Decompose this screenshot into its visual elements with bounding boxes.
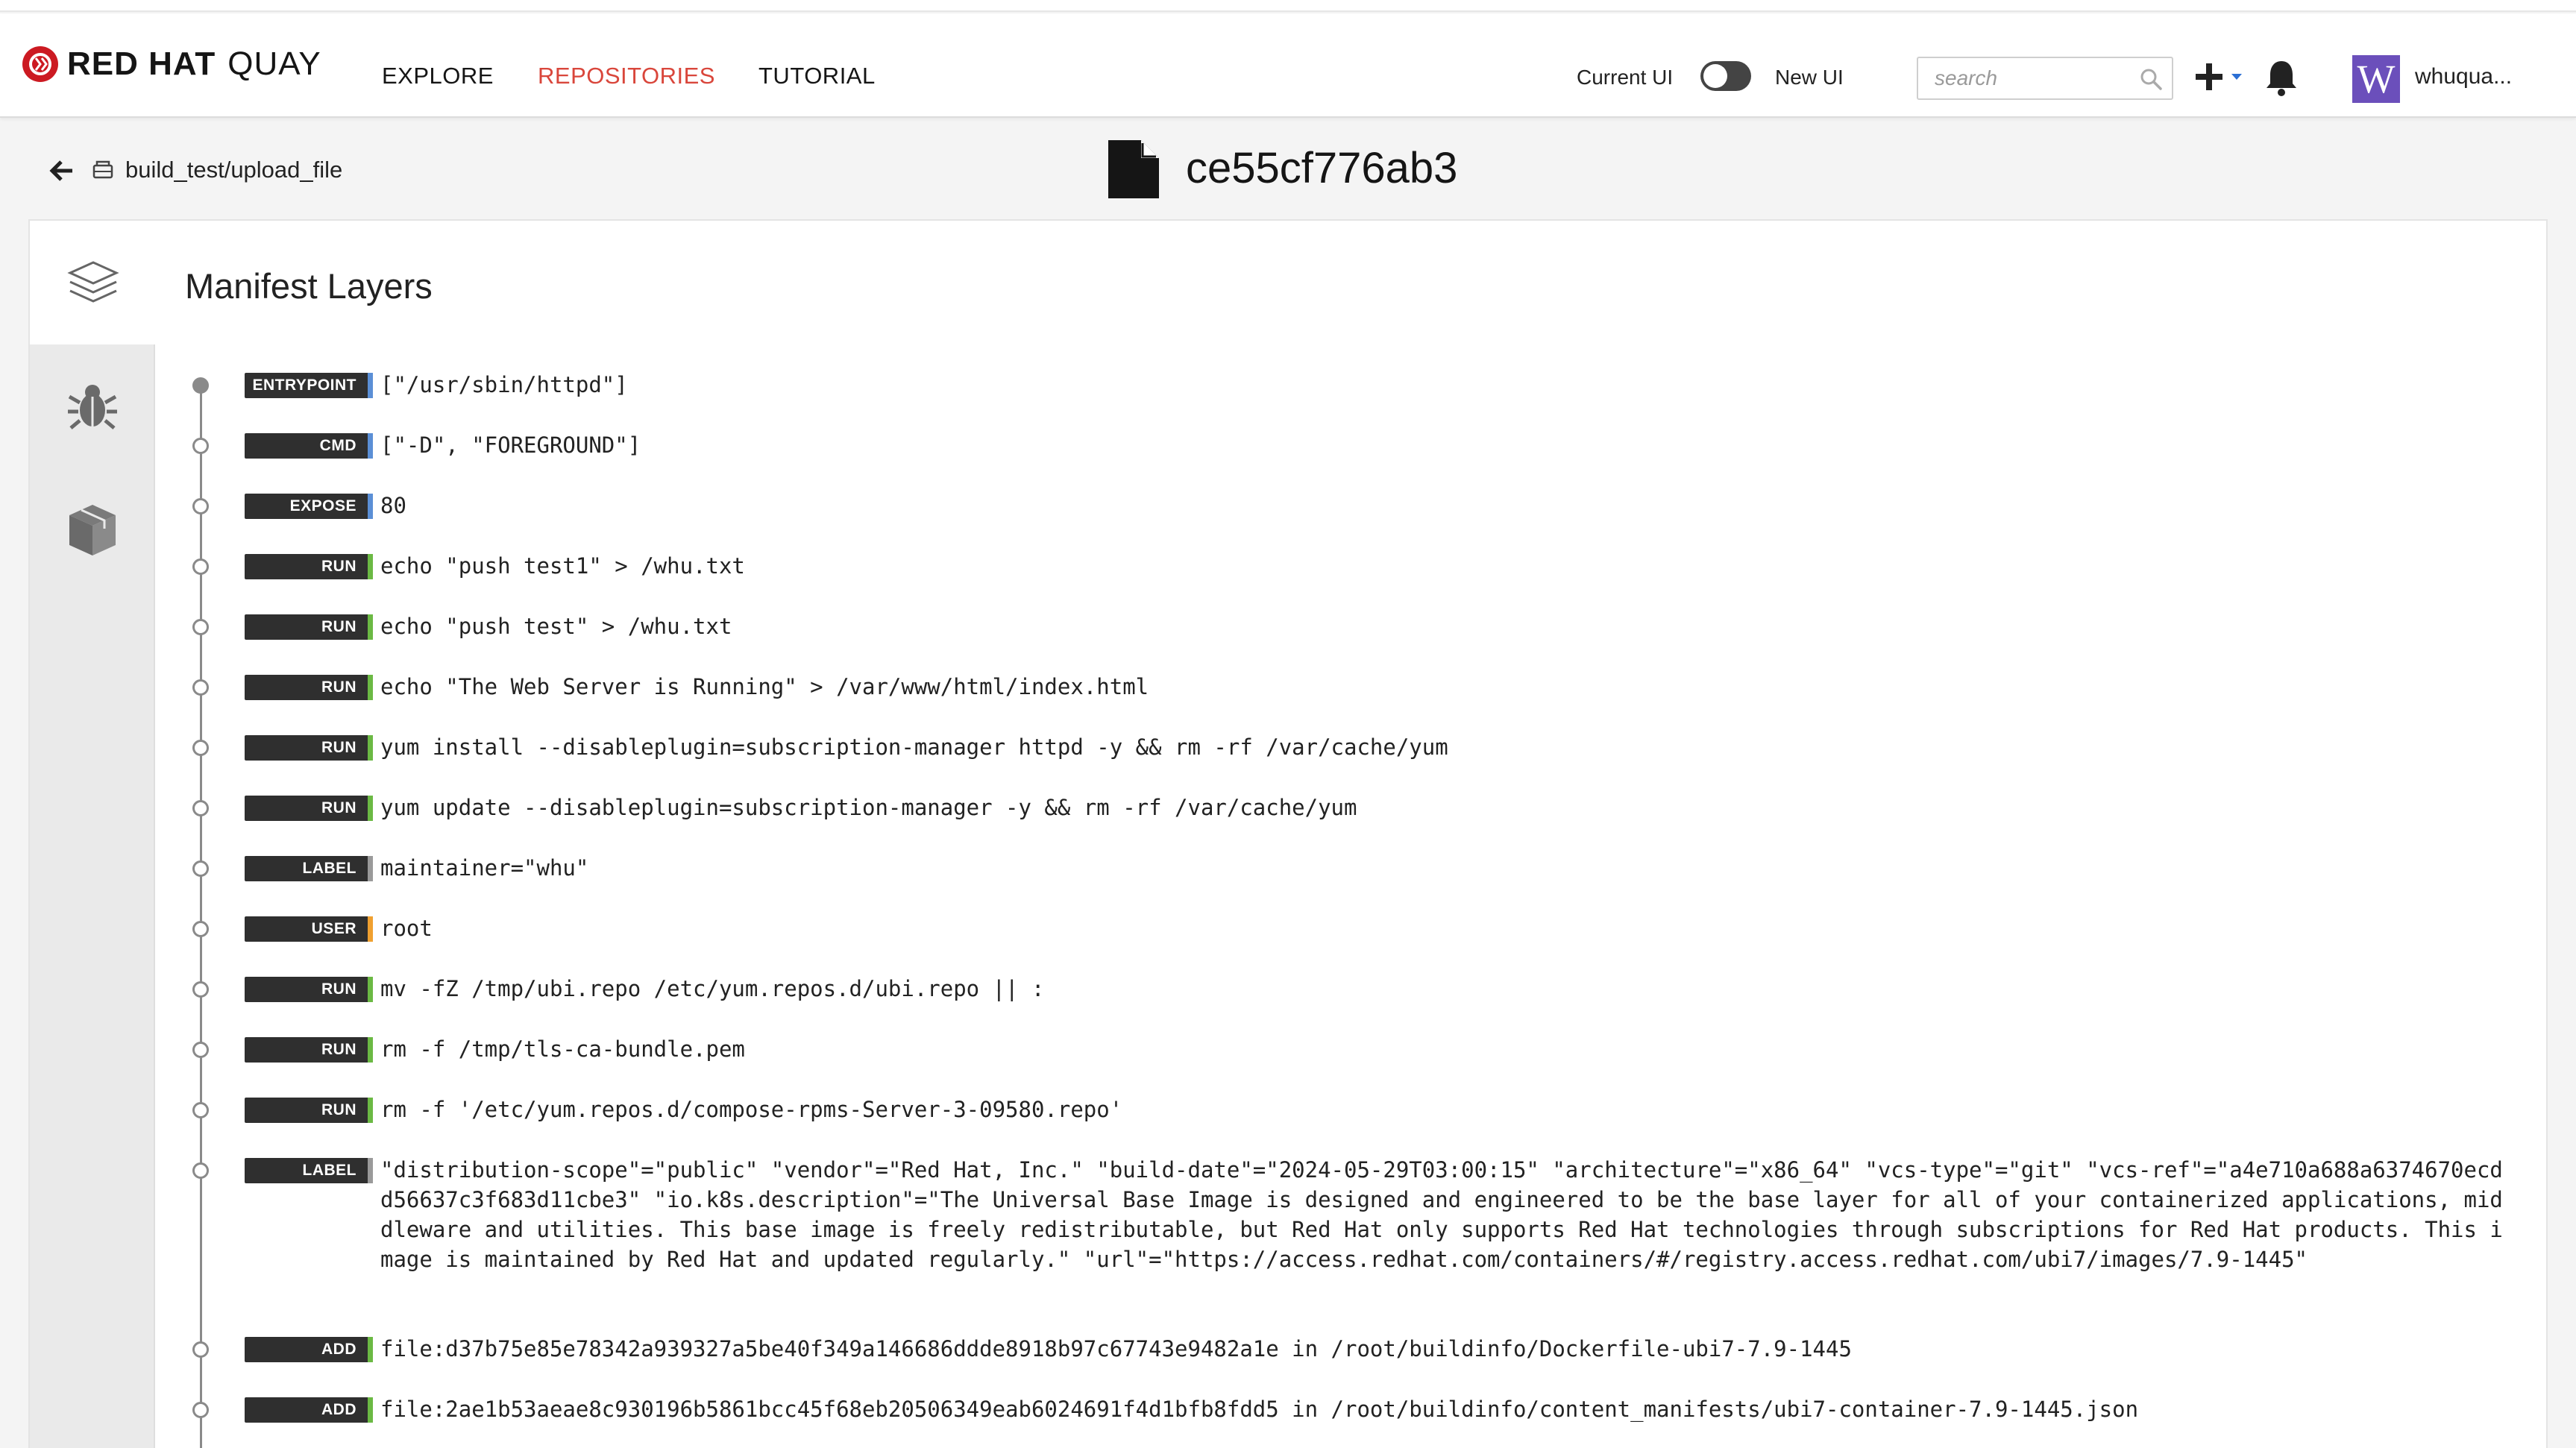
- nav-tutorial-link[interactable]: TUTORIAL: [758, 63, 876, 89]
- layer-command: mv -fZ /tmp/ubi.repo /etc/yum.repos.d/ubi.repo || :: [380, 976, 1045, 1001]
- badge-color-bar: [368, 1158, 373, 1183]
- layer-command: rm -f '/etc/yum.repos.d/compose-rpms-Server-3-09580.repo': [380, 1097, 1123, 1122]
- window-top-strip: [0, 0, 2576, 12]
- layer-type-badge: [245, 977, 373, 1002]
- layer-type-label: RUN: [321, 1101, 356, 1118]
- breadcrumb-repo-link[interactable]: build_test/upload_file: [125, 157, 343, 183]
- badge-color-bar: [368, 494, 373, 519]
- top-navbar: [0, 13, 2576, 118]
- search-box: [1917, 57, 2173, 100]
- layer-type-badge: [245, 373, 373, 398]
- layer-type-label: LABEL: [302, 860, 356, 877]
- layer-type-label: RUN: [321, 679, 356, 696]
- layer-type-badge: [245, 433, 373, 459]
- badge-color-bar: [368, 1098, 373, 1123]
- timeline-dot: [192, 438, 209, 454]
- layer-type-badge: [245, 614, 373, 640]
- tab-packages[interactable]: [30, 468, 155, 592]
- layer-type-label: RUN: [321, 558, 356, 575]
- timeline-dot: [192, 679, 209, 696]
- timeline-dot: [192, 498, 209, 514]
- layer-type-badge: [245, 1158, 373, 1183]
- section-title: Manifest Layers: [185, 266, 433, 306]
- manifest-panel: [28, 219, 2548, 1448]
- user-avatar[interactable]: W: [2352, 55, 2400, 103]
- nav-repositories-link[interactable]: REPOSITORIES: [538, 63, 715, 89]
- create-new-menu[interactable]: [2193, 58, 2243, 95]
- nav-explore-link[interactable]: EXPLORE: [382, 63, 494, 89]
- layer-command: ["-D", "FOREGROUND"]: [380, 432, 641, 458]
- timeline-dot: [192, 1341, 209, 1358]
- bug-icon: [66, 380, 119, 432]
- username-menu[interactable]: whuqua...: [2415, 64, 2513, 89]
- layer-command: 80: [380, 493, 406, 518]
- layer-command: echo "push test1" > /whu.txt: [380, 553, 745, 579]
- layer-type-label: USER: [311, 920, 356, 937]
- caret-down-icon: [2230, 72, 2243, 81]
- repository-icon: [92, 160, 113, 179]
- badge-color-bar: [368, 1037, 373, 1063]
- layer-type-label: EXPOSE: [289, 497, 356, 514]
- layer-type-badge: [245, 796, 373, 821]
- layer-type-label: ENTRYPOINT: [252, 377, 356, 394]
- timeline-dot: [192, 1402, 209, 1418]
- tab-layers[interactable]: [30, 221, 157, 344]
- timeline-dot: [192, 1042, 209, 1058]
- timeline-dot: [192, 860, 209, 877]
- layer-command: echo "push test" > /whu.txt: [380, 614, 732, 639]
- side-tab-bar: [30, 221, 155, 1448]
- layer-type-label: ADD: [321, 1341, 356, 1358]
- redhat-logo-icon: [22, 46, 58, 82]
- layer-type-label: LABEL: [302, 1162, 356, 1179]
- current-ui-label: Current UI: [1577, 66, 1674, 89]
- timeline-dot: [192, 1102, 209, 1118]
- notification-bell-icon[interactable]: [2263, 58, 2300, 97]
- layer-command: file:2ae1b53aeae8c930196b5861bcc45f68eb20506349eab6024691f4d1bfb8fdd5 in /root/buildinfo/content_manifests/ubi7-container-7.9-1445.json: [380, 1397, 2139, 1422]
- back-arrow-icon[interactable]: [49, 158, 75, 183]
- brand-product: QUAY: [227, 45, 321, 82]
- badge-color-bar: [368, 614, 373, 640]
- search-icon[interactable]: [2139, 67, 2163, 91]
- ui-toggle-switch[interactable]: [1700, 61, 1751, 91]
- tab-security-scan[interactable]: [30, 344, 155, 468]
- layer-type-label: ADD: [321, 1401, 356, 1418]
- layer-type-badge: [245, 1037, 373, 1063]
- timeline-dot: [192, 619, 209, 635]
- badge-color-bar: [368, 373, 373, 398]
- badge-color-bar: [368, 1397, 373, 1423]
- layer-type-label: RUN: [321, 1041, 356, 1058]
- badge-color-bar: [368, 916, 373, 942]
- brand-name: RED HAT: [67, 45, 216, 82]
- timeline-dot: [192, 740, 209, 756]
- layer-type-label: RUN: [321, 799, 356, 816]
- badge-color-bar: [368, 856, 373, 881]
- badge-color-bar: [368, 735, 373, 761]
- timeline-dot: [192, 377, 209, 394]
- timeline-dot: [192, 1162, 209, 1179]
- layer-command: root: [380, 916, 433, 941]
- layer-type-badge: [245, 675, 373, 700]
- badge-color-bar: [368, 554, 373, 579]
- layer-command: rm -f /tmp/tls-ca-bundle.pem: [380, 1036, 745, 1062]
- layer-type-badge: [245, 1397, 373, 1423]
- layer-type-badge: [245, 856, 373, 881]
- package-icon: [66, 502, 119, 558]
- layer-command: echo "The Web Server is Running" > /var/www/html/index.html: [380, 674, 1149, 699]
- layer-type-label: RUN: [321, 618, 356, 635]
- layer-type-badge: [245, 1337, 373, 1362]
- badge-color-bar: [368, 433, 373, 459]
- layer-type-badge: [245, 916, 373, 942]
- layer-command: yum install --disableplugin=subscription-manager httpd -y && rm -rf /var/cache/yum: [380, 734, 1448, 760]
- layer-type-badge: [245, 735, 373, 761]
- timeline-dot: [192, 981, 209, 998]
- brand-logo[interactable]: [22, 45, 321, 84]
- badge-color-bar: [368, 796, 373, 821]
- layer-command: maintainer="whu": [380, 855, 589, 881]
- badge-color-bar: [368, 675, 373, 700]
- timeline-dot: [192, 921, 209, 937]
- layer-type-label: CMD: [319, 437, 356, 454]
- search-input[interactable]: [1918, 58, 2134, 98]
- layer-command: file:d37b75e85e78342a939327a5be40f349a146686ddde8918b97c67743e9482a1e in /root/buildinfo/Dockerfile-ubi7-7.9-1445: [380, 1336, 1852, 1362]
- badge-color-bar: [368, 977, 373, 1002]
- timeline-dot: [192, 800, 209, 816]
- timeline-dot: [192, 558, 209, 575]
- layer-type-badge: [245, 1098, 373, 1123]
- new-ui-label: New UI: [1775, 66, 1844, 89]
- plus-icon: [2193, 60, 2225, 93]
- layer-type-badge: [245, 554, 373, 579]
- layer-type-label: RUN: [321, 980, 356, 998]
- badge-color-bar: [368, 1337, 373, 1362]
- layer-command: "distribution-scope"="public" "vendor"="Red Hat, Inc." "build-date"="2024-05-29T03:00:15" "architecture"="x86_64" "vcs-type"="git" "vcs-ref"="a4e710a688a6374670ecdd56637c3f683d11cbe3" "io.k8s.description"="The Universal Base Image is designed and engineered to be the base layer for all of your containerized applications, middleware and utilities. This base image is freely redistributable, but Red Hat only supports Red Hat technologies through subscriptions for Red Hat products. This image is maintained by Red Hat and updated regularly." "url"="https://access.redhat.com/containers/#/registry.access.redhat.com/ubi7/images/7.9-1445": [380, 1157, 2503, 1272]
- toggle-knob: [1703, 64, 1727, 88]
- layer-command: yum update --disableplugin=subscription-manager -y && rm -rf /var/cache/yum: [380, 795, 1357, 820]
- layer-type-label: RUN: [321, 739, 356, 756]
- layer-command: ["/usr/sbin/httpd"]: [380, 372, 628, 397]
- layers-icon: [67, 259, 119, 306]
- file-icon: [1107, 139, 1160, 200]
- page-title: ce55cf776ab3: [1186, 144, 1458, 192]
- layer-type-badge: [245, 494, 373, 519]
- timeline-line: [200, 379, 202, 1448]
